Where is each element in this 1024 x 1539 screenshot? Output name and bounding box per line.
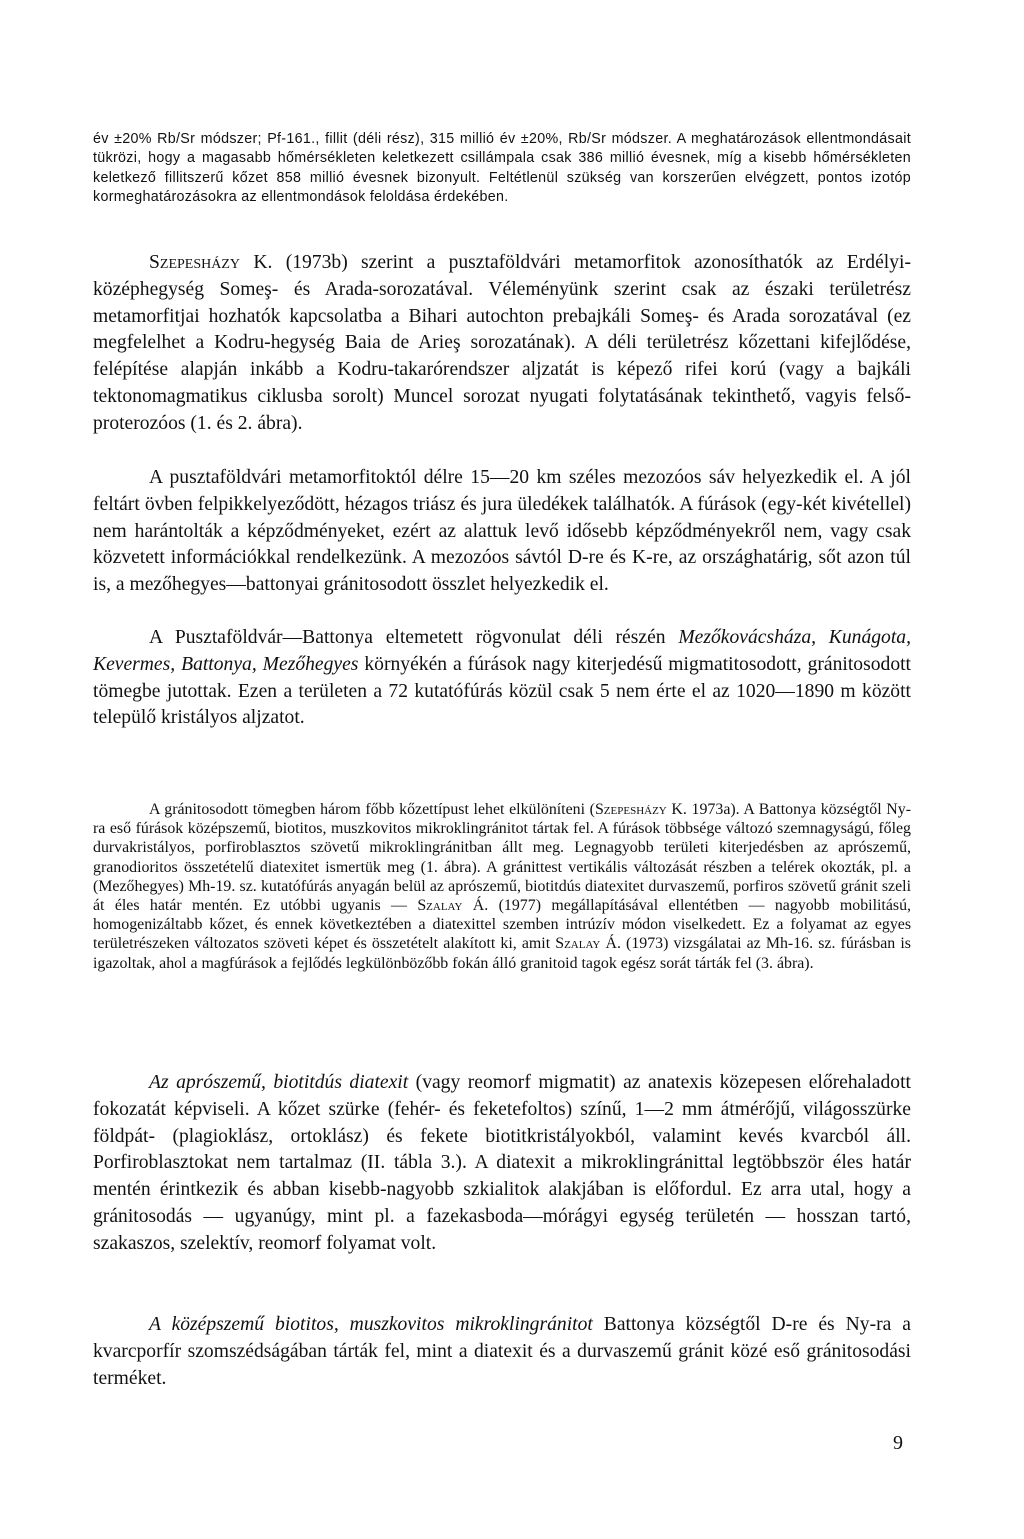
author-name: Szepesházy (594, 801, 667, 818)
small-text-4: Á. (1973) vizsgálatai az Mh-16. sz. fúrásban is igazoltak, ahol a magfúrások a fejlődés legkülönbözőbb fokán álló granitoid tagok egész sorát tárták fel (3. ábra). (93, 935, 911, 972)
author-name: Szalay (417, 897, 463, 915)
paragraph-text: (vagy reomorf migmatit) az anatexis közepesen előrehaladott fokozatát képviseli. A kőzet szürke (fehér- és feketefoltos) színű, 1—2 mm átmérőjű, világosszürke földpát- (plagioklász, ortoklász) és fekete biotitkristályokból, valamint kevés kvarcból áll. Porfiroblasztokat nem tartalmaz (II. tábla 3.). A diatexit a mikroklingránittal legtöbbször éles határ mentén érintkezik és abban kisebb-nagyobb szkialitok alakjában is előfordul. Ez arra utal, hogy a gránitosodás — ugyanúgy, mint pl. a fazekasboda—mórágyi egység területén — hosszan tartó, szakaszos, szelektív, reomorf folyamat volt. (93, 1072, 911, 1254)
paragraph-prefix: A Pusztaföldvár—Battonya eltemetett rögvonulat déli részén (149, 627, 679, 648)
paragraph-text: Battonya községtől D-re és Ny-ra a kvarcporfír szomszédságában tárták fel, mint a diatexit és a durvaszemű gránit közé eső gránitosodási terméket. (93, 1314, 911, 1389)
author-name: Szepesházy K. (149, 252, 273, 273)
small-print-paragraph (93, 800, 911, 973)
paragraph-mezozoos: A pusztaföldvári metamorfitoktól délre 15—20 km széles mezozóos sáv helyezkedik el. A jól feltárt övben felpikkelyeződött, hézagos triász és jura üledékek találhatók. A fúrások (egy-két kivétellel) nem harántolták a képződményeket, ezért az alattuk levő idősebb képződményekről nem, vagy csak közvetett információkkal rendelkezünk. A mezozóos sávtól D-re és K-re, az országhatárig, sőt azon túl is, a mezőhegyes—battonyai gránitosodott összlet helyezkedik el. (93, 467, 911, 596)
italic-term: A középszemű biotitos, muszkovitos mikroklingránitot (149, 1314, 593, 1335)
paragraph-text: (1973b) szerint a pusztaföldvári metamorfitok azonosíthatók az Erdélyi-középhegység Someş- és Arada-sorozatával. Véleményünk szerint csak az északi területrész metamorfitjai hozhatók kapcsolatba a Bihari autochton prebajkáli Someş- és Arada sorozatával (ez megfelelhet a Kodru-hegység Baia de Arieş sorozatának). A déli területrész kőzettani kifejlődése, felépítése alapján inkább a Kodru-takarórendszer aljzatát is képező rifei korú (vagy a bajkáli tektonomagmatikus ciklusba sorolt) Muncel sorozat nyugati folytatásának tekinthető, vagyis felső-proterozóos (1. és 2. ábra). (93, 252, 911, 434)
paragraph-suffix: környékén a fúrások nagy kiterjedésű migmatitosodott, gránitosodott tömegbe jutottak. Ezen a területen a 72 kutatófúrás közül csak 5 nem érte el az 1020—1890 m között települő kristályos aljzatot. (93, 653, 912, 729)
page-number: 9 (893, 1432, 903, 1454)
small-text-1: A gránitosodott tömegben három főbb kőzettípust lehet elkülöníteni ( (149, 801, 595, 818)
small-text-2: K. 1973a). A Battonya községtől Ny-ra eső fúrások középszemű, biotitos, muszkovitos mikroklingránitot tártak fel. A fúrások többsége változó szemnagyságú, főleg durvakristályos, porfiroblasztos szövetű mikroklingránitban állt meg. Legnagyobb területi kiterjedésben az aprószemű, granodioritos összetételű diatexitet ismertük meg (1. ábra). A gránittest vertikális változását részben a telérek okozták, pl. a (Mezőhegyes) Mh-19. sz. kutatófúrás anyagán belül az aprószemű, biotitdús diatexitet durvaszemű, porfiros szövetű gránit szeli át éles határ mentén. Ez utóbbi ugyanis — (93, 801, 911, 915)
place-names: Mezőkovácsháza, Kunágota, Kevermes, Battonya, Mezőhegyes (93, 627, 911, 675)
paragraph-diatexit (93, 1070, 911, 1258)
paragraph-kozepszemu (93, 1312, 911, 1392)
paragraph-battonya (93, 625, 911, 732)
small-text-3: Á. (1977) megállapításával ellentétben — nagyobb mobilitású, homogenizáltabb kőzet, és ennek következtében a diatexittel szemben intrúzív módon viselkedett. Ez a folyamat az egyes területrészeken változatos szöveti képet és összetételt alakított ki, amit (93, 897, 911, 953)
italic-term: Az aprószemű, biotitdús diatexit (149, 1072, 409, 1093)
paragraph-szepeshazy (93, 250, 911, 438)
top-paragraph: év ±20% Rb/Sr módszer; Pf-161., fillit (déli rész), 315 millió év ±20%, Rb/Sr módszer. A meghatározások ellentmondásait tükrözi, hogy a magasabb hőmérsékleten keletkezett csillámpala csak 386 millió évesnek, míg a kisebb hőmérsékleten keletkező fillitszerű kőzet 858 millió évesnek bizonyult. Feltétlenül szükség van korszerűen elvégzett, pontos izotóp kormeghatározásokra az ellentmondások feloldása érdekében. (93, 131, 911, 206)
author-name: Szalay (555, 935, 601, 953)
